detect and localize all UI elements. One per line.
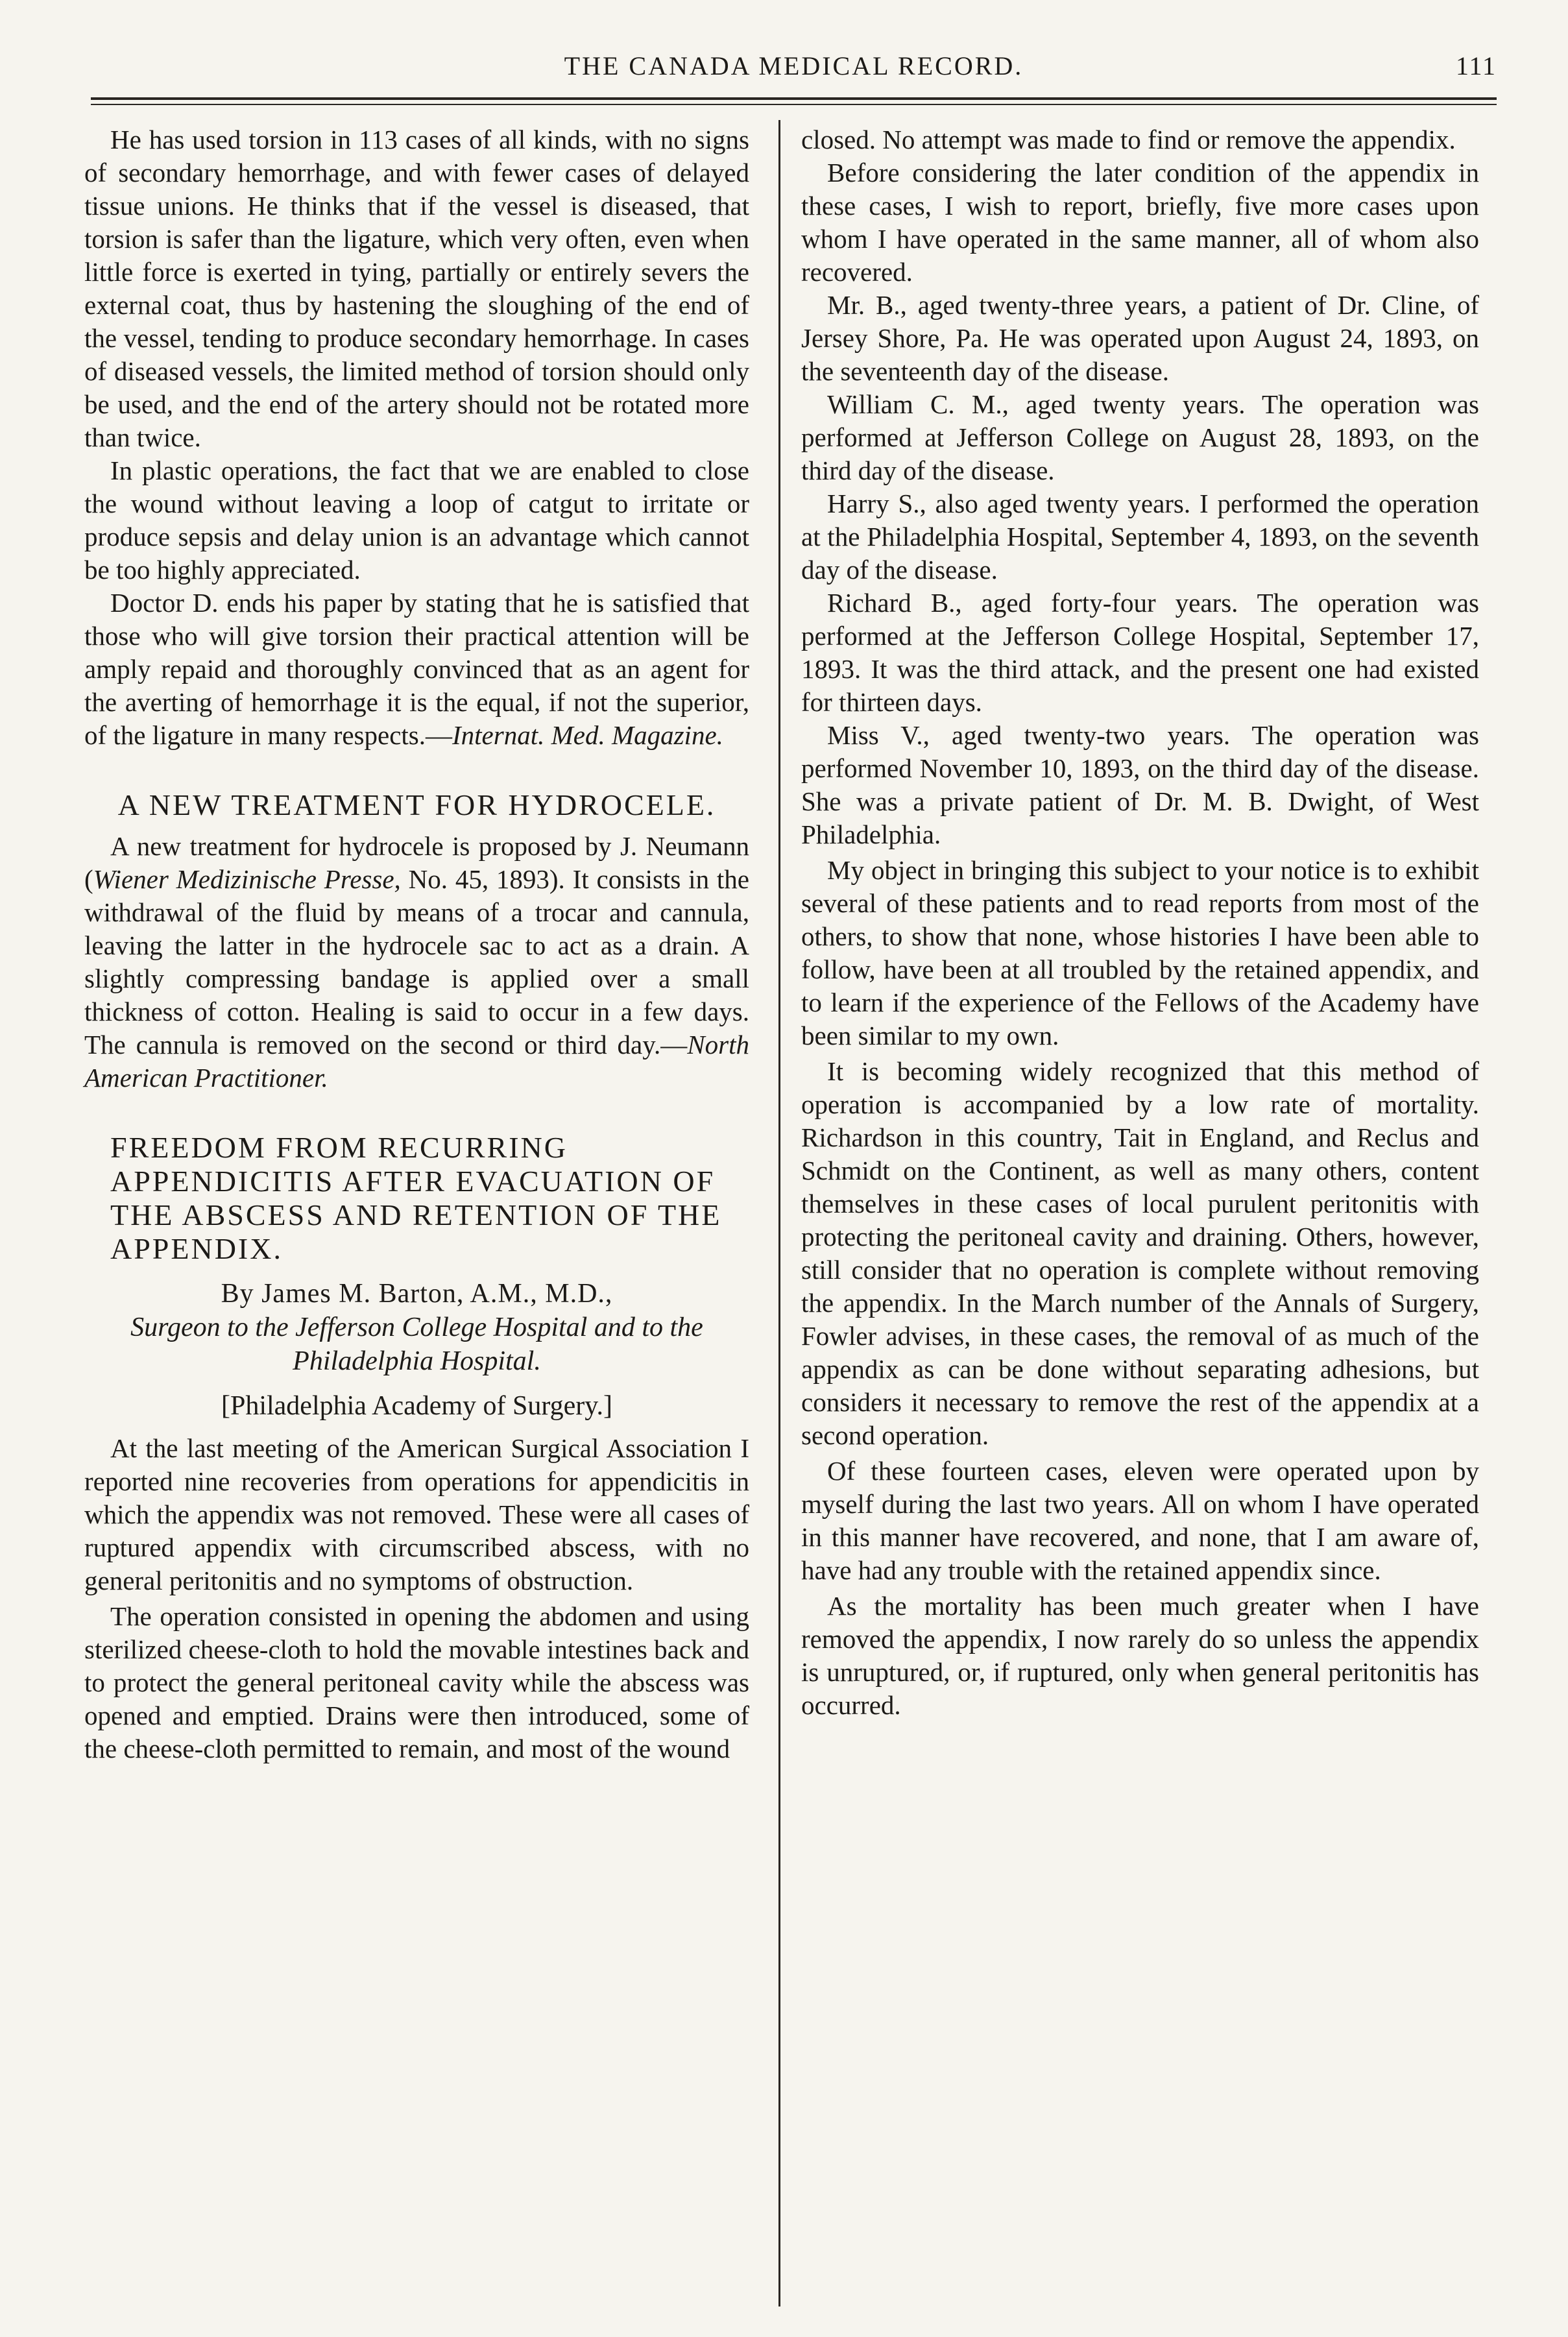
hydrocele-heading: A NEW TREATMENT FOR HYDROCELE. [117, 788, 716, 821]
article-heading: FREEDOM FROM RECURRING APPENDICITIS AFTER EVACUATION OF THE ABSCESS AND RETENTION OF THE APPENDIX. [110, 1131, 722, 1265]
case-mr-b: Mr. B., aged twenty-three years, a patient of Dr. Cline, of Jersey Shore, Pa. He was operated upon August 24, 1893, on the seventeenth day of the disease. [801, 290, 1479, 386]
torsion-paragraph-1: He has used torsion in 113 cases of all kinds, with no signs of secondary hemorrhage, and with fewer cases of delayed tissue unions. He thinks that if the vessel is diseased, that torsion is safer than the ligature, which very often, even when little force is exerted in tying, partially or entirely severs the external coat, thus by hastening the sloughing of the end of the vessel, tending to produce secondary hemorrhage. In cases of diseased vessels, the limited method of torsion should only be used, and the end of the artery should not be rotated more than twice. [84, 125, 749, 452]
column-divider [778, 120, 780, 2307]
case-miss-v: Miss V., aged twenty-two years. The operation was performed November 10, 1893, on the third day of the disease. She was a private patient of Dr. M. B. Dwight, of West Philadelphia. [801, 720, 1479, 849]
author-affiliation: Surgeon to the Jefferson College Hospital and to the Philadelphia Hospital. [130, 1313, 703, 1376]
right-paragraph-1: Before considering the later condition of the appendix in these cases, I wish to report, briefly, five more cases upon whom I have operated in the same manner, all of whom also recovered. [801, 158, 1479, 287]
right-paragraph-object: My object in bringing this subject to your notice is to exhibit several of these patients and to read reports from most of the others, to show that none, whose histories I have been able to follow, have been at all troubled by the retained appendix, and to learn if the experience of the Fellows of the Academy have been similar to my own. [801, 855, 1479, 1050]
case-william-c-m: William C. M., aged twenty years. The operation was performed at Jefferson College on August 28, 1893, on the third day of the disease. [801, 389, 1479, 485]
article-paragraph-2: The operation consisted in opening the abdomen and using sterilized cheese-cloth to hold the movable intestines back and to protect the general peritoneal cavity while the abscess was opened and emptied. Drains were then introduced, some of the cheese-cloth permitted to remain, and most of the wound [84, 1601, 749, 1763]
torsion-paragraph-3-text: Doctor D. ends his paper by stating that he is satisfied that those who will give torsion their practical attention will be amply repaid and thoroughly convinced that as an agent for the averting of hemorrhage it is the equal, if not the superior, of the ligature in many respects.— [84, 588, 749, 750]
page-number: 111 [1455, 51, 1497, 80]
case-harry-s: Harry S., also aged twenty years. I performed the operation at the Philadelphia Hospital, September 4, 1893, on the seventh day of the disease. [801, 489, 1479, 585]
hydrocele-text: A new treatment for hydrocele is proposed by J. Neumann ( [84, 831, 749, 894]
right-column [801, 123, 1479, 1722]
hydrocele-paragraph [84, 830, 749, 1095]
header-rule-thick [91, 97, 1497, 100]
case-richard-b: Richard B., aged forty-four years. The operation was performed at the Jefferson College Hospital, September 17, 1893. It was the third attack, and the present one had existed for thirteen days. [801, 588, 1479, 717]
header-rule-thin [91, 104, 1497, 105]
article-byline: By James M. Barton, A.M., M.D., [221, 1279, 613, 1309]
right-paragraph-conclusion: As the mortality has been much greater when I have removed the appendix, I now rarely do so unless the appendix is unruptured, or, if ruptured, only when general peritonitis has occurred. [801, 1591, 1479, 1720]
right-paragraph-fourteen-cases: Of these fourteen cases, eleven were operated upon by myself during the last two years. All on whom I have operated in this manner have recovered, and none, that I am aware of, have had any trouble with the retained appendix since. [801, 1456, 1479, 1585]
left-column [84, 123, 749, 1765]
hydrocele-journal: Wiener Medizinische Presse, [93, 864, 401, 894]
journal-title: THE CANADA MEDICAL RECORD. [564, 51, 1024, 80]
torsion-paragraph-3 [84, 587, 749, 752]
continuation-text: closed. No attempt was made to find or remove the appendix. [801, 125, 1456, 154]
article-paragraph-1: At the last meeting of the American Surgical Association I reported nine recoveries from operations for appendicitis in which the appendix was not removed. These were all cases of ruptured appendix with circumscribed abscess, with no general peritonitis and no symptoms of obstruction. [84, 1433, 749, 1595]
torsion-paragraph-2: In plastic operations, the fact that we are enabled to close the wound without leaving a loop of catgut to irritate or produce sepsis and delay union is an advantage which cannot be too highly appreciated. [84, 455, 749, 585]
society-note: [Philadelphia Academy of Surgery.] [221, 1391, 612, 1421]
torsion-source: Internat. Med. Magazine. [452, 720, 723, 750]
right-paragraph-mortality: It is becoming widely recognized that this method of operation is accompanied by a low rate of mortality. Richardson in this country, Tait in England, and Reclus and Schmidt on the Continent, as well as many others, content themselves in these cases of local purulent peritonitis with protecting the peritoneal cavity and draining. Others, however, still consider that no operation is complete without removing the appendix. In the March number of the Annals of Surgery, Fowler advises, in these cases, the removal of as much of the appendix as can be done without separating adhesions, but considers it necessary to remove the rest of the appendix at a second operation. [801, 1056, 1479, 1450]
hydrocele-source: North American Practitioner. [84, 1030, 749, 1093]
hydrocele-text-2: No. 45, 1893). It consists in the withdrawal of the fluid by means of a trocar and cannula, leaving the latter in the hydrocele sac to act as a drain. A slightly compressing bandage is applied over a small thickness of cotton. Healing is said to occur in a few days. The cannula is removed on the second or third day.— [84, 864, 749, 1060]
running-header [91, 45, 1497, 97]
